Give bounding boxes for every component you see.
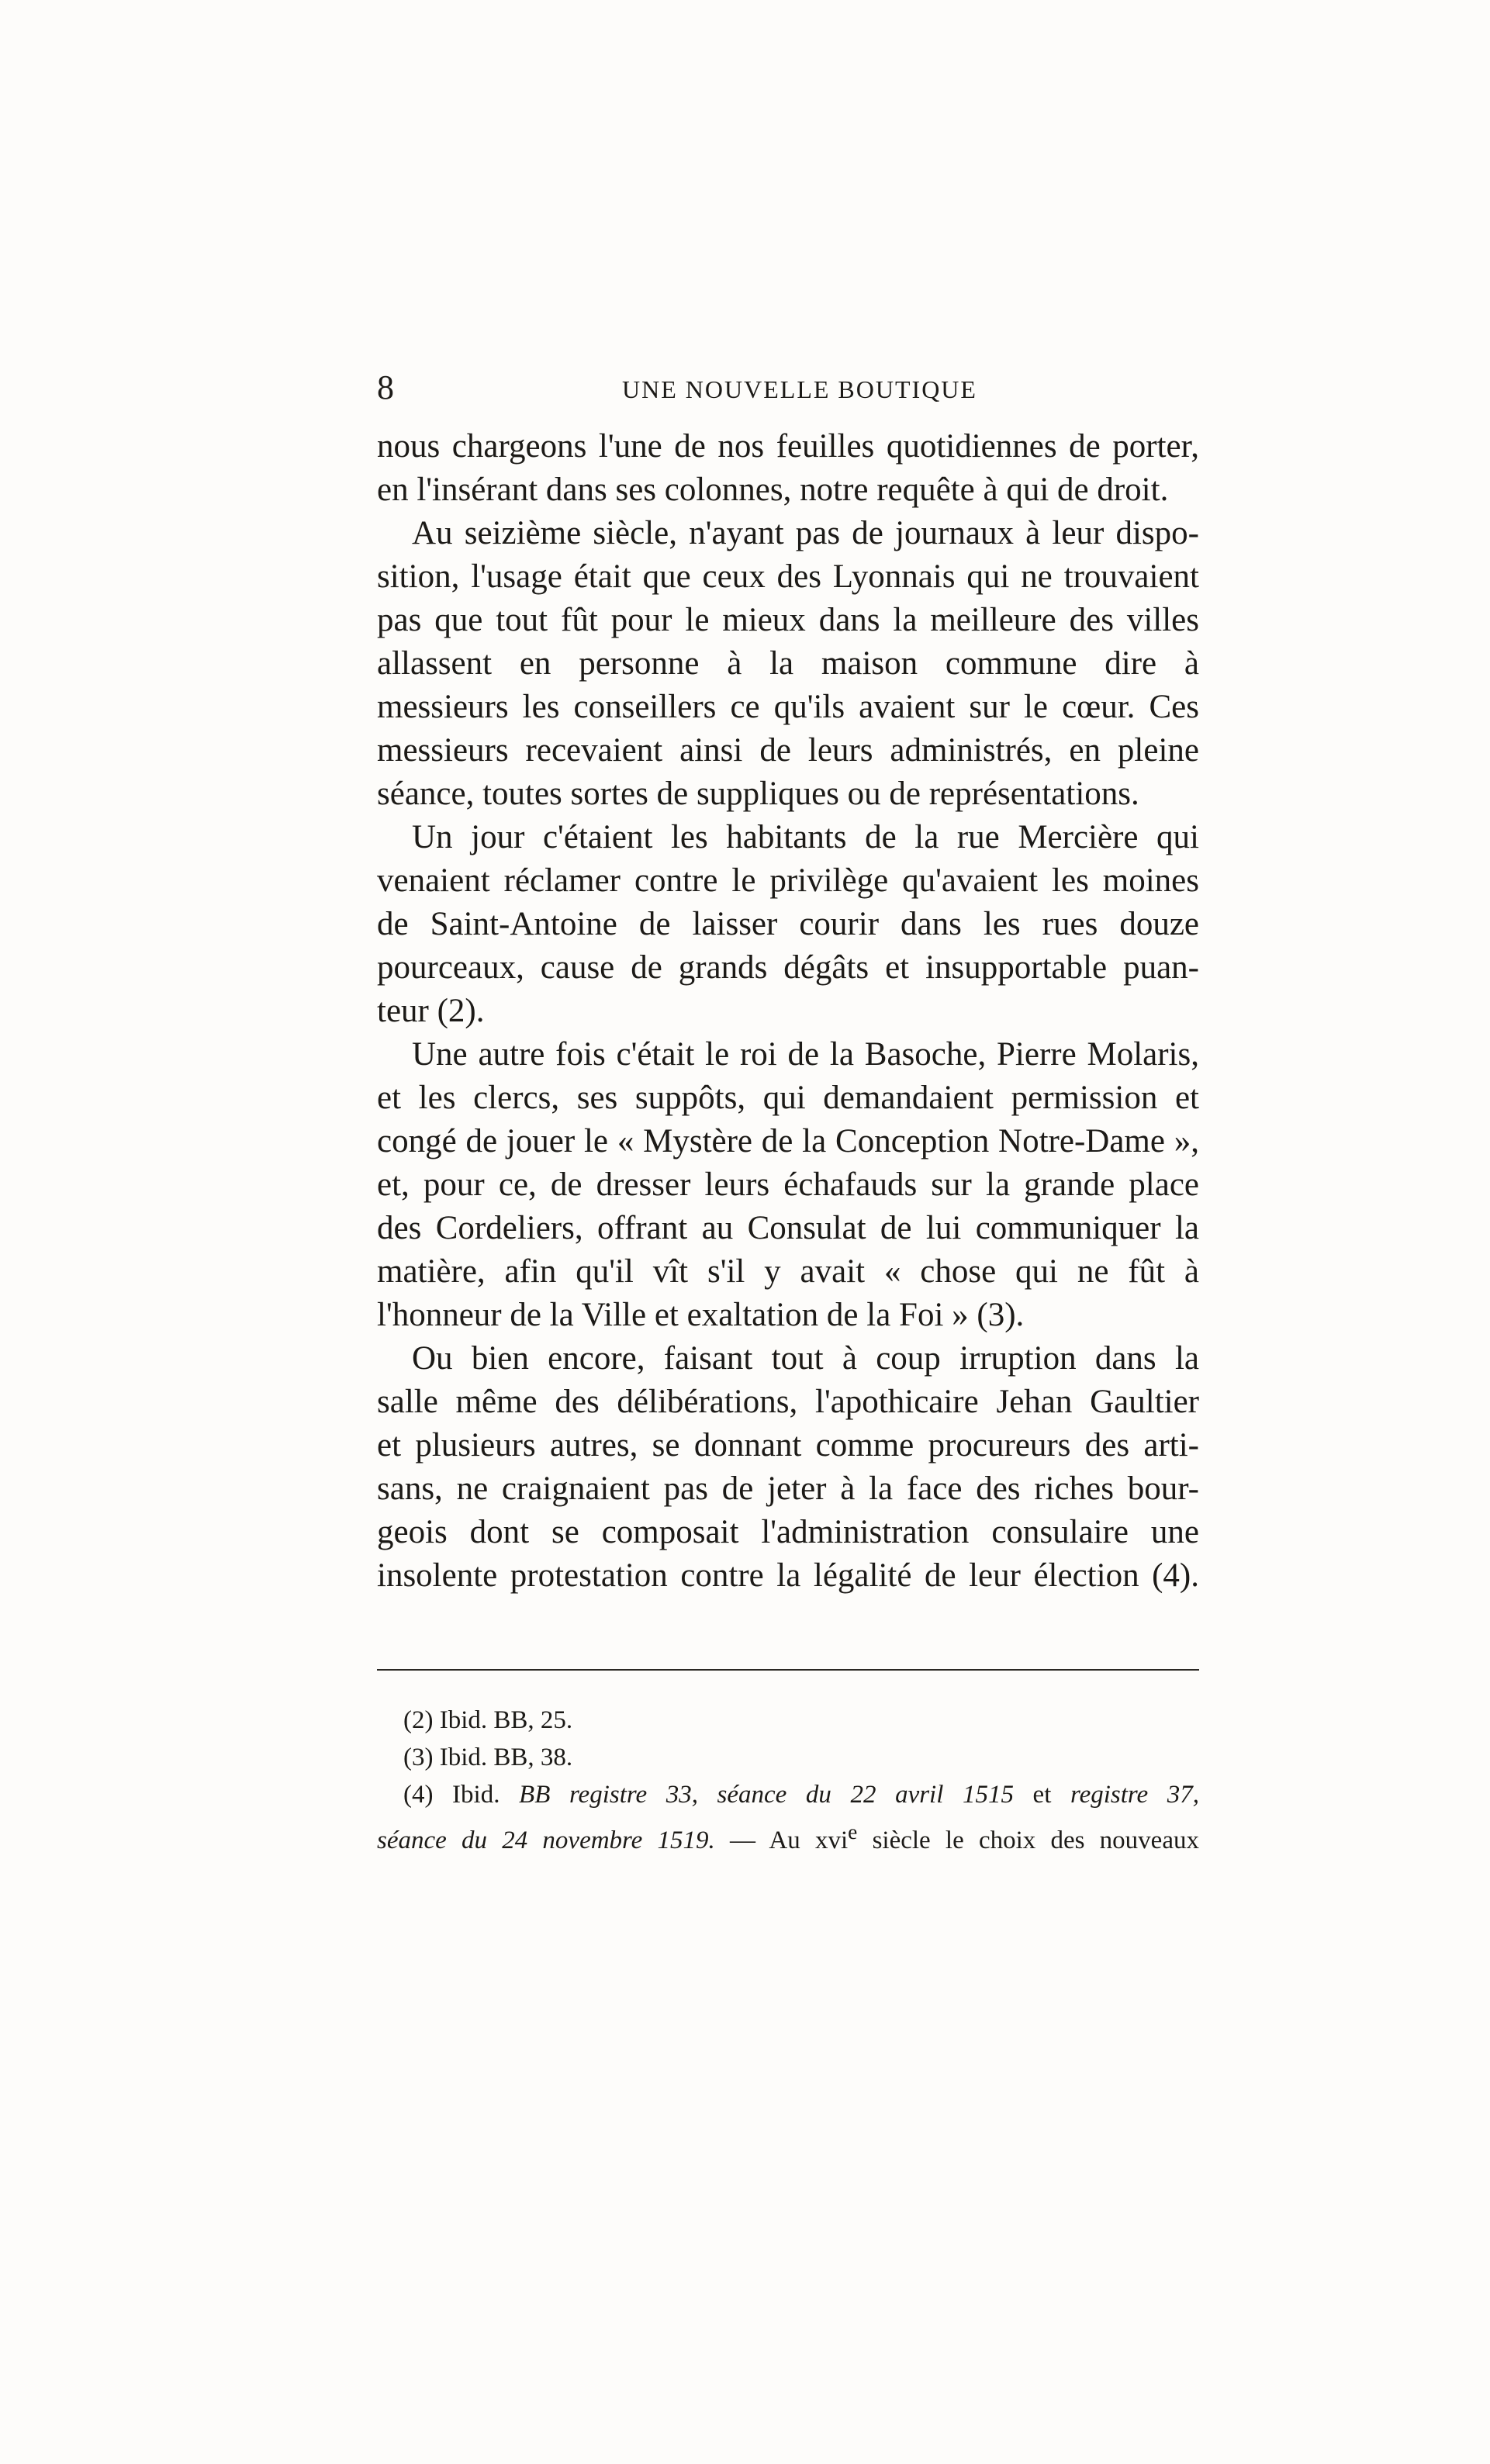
text-line: insolente protestation contre la légalité de leur élection (4). xyxy=(377,1557,1199,1594)
text-line: pas que tout fût pour le mieux dans la meilleure des villes xyxy=(377,602,1199,638)
text-line: Ou bien encore, faisant tout à coup irruption dans la xyxy=(412,1340,1199,1377)
text-line: nous chargeons l'une de nos feuilles quotidiennes de porter, xyxy=(377,428,1199,465)
text-line: en l'insérant dans ses colonnes, notre requête à qui de droit. xyxy=(377,472,1169,508)
running-title: UNE NOUVELLE BOUTIQUE xyxy=(622,375,977,403)
footnote-4: (4) Ibid. BB registre 33, séance du 22 avril 1515 et registre 37, xyxy=(403,1781,1199,1809)
text-line: Un jour c'étaient les habitants de la rue Mercière qui xyxy=(412,819,1199,855)
text-line: venaient réclamer contre le privilège qu'avaient les moines xyxy=(377,862,1199,899)
text-line: séance, toutes sortes de suppliques ou de représentations. xyxy=(377,776,1139,812)
text-line: teur (2). xyxy=(377,993,485,1029)
footnote-3: (3) Ibid. BB, 38. xyxy=(403,1743,573,1771)
text-line: et plusieurs autres, se donnant comme procureurs des arti- xyxy=(377,1427,1199,1464)
footnotes xyxy=(377,1702,1199,1854)
text-line: l'honneur de la Ville et exaltation de la Foi » (3). xyxy=(377,1297,1025,1333)
text-line: allassent en personne à la maison commune dire à xyxy=(377,645,1199,682)
text-line: salle même des délibérations, l'apothicaire Jehan Gaultier xyxy=(377,1384,1199,1420)
text-line: Au seizième siècle, n'ayant pas de journaux à leur dispo- xyxy=(412,515,1199,551)
text-line: congé de jouer le « Mystère de la Conception Notre-Dame », xyxy=(377,1123,1199,1159)
page-number: 8 xyxy=(377,368,394,406)
page-header xyxy=(377,365,1199,411)
text-line: geois dont se composait l'administration consulaire une xyxy=(377,1514,1199,1550)
text-line: de Saint-Antoine de laisser courir dans les rues douze xyxy=(377,906,1199,942)
text-line: messieurs les conseillers ce qu'ils avaient sur le cœur. Ces xyxy=(377,689,1199,725)
text-line: matière, afin qu'il vît s'il y avait « chose qui ne fût à xyxy=(377,1253,1199,1290)
body-text xyxy=(377,425,1199,1598)
text-line: sition, l'usage était que ceux des Lyonnais qui ne trouvaient xyxy=(377,558,1199,595)
footnote-2: (2) Ibid. BB, 25. xyxy=(403,1706,573,1734)
footnote-rule xyxy=(377,1669,1199,1671)
footnote-4-continued: séance du 24 novembre 1519. — Au xvi$^e$ siècle le choix des nouveaux xyxy=(377,1819,1199,1854)
text-line: sans, ne craignaient pas de jeter à la face des riches bour- xyxy=(377,1470,1199,1507)
text-line: et, pour ce, de dresser leurs échafauds sur la grande place xyxy=(377,1166,1199,1203)
text-line: Une autre fois c'était le roi de la Basoche, Pierre Molaris, xyxy=(412,1036,1199,1073)
text-line: des Cordeliers, offrant au Consulat de lui communiquer la xyxy=(377,1210,1199,1246)
text-line: pourceaux, cause de grands dégâts et insupportable puan- xyxy=(377,949,1199,986)
text-line: messieurs recevaient ainsi de leurs administrés, en pleine xyxy=(377,732,1199,769)
text-line: et les clercs, ses suppôts, qui demandaient permission et xyxy=(377,1080,1199,1116)
